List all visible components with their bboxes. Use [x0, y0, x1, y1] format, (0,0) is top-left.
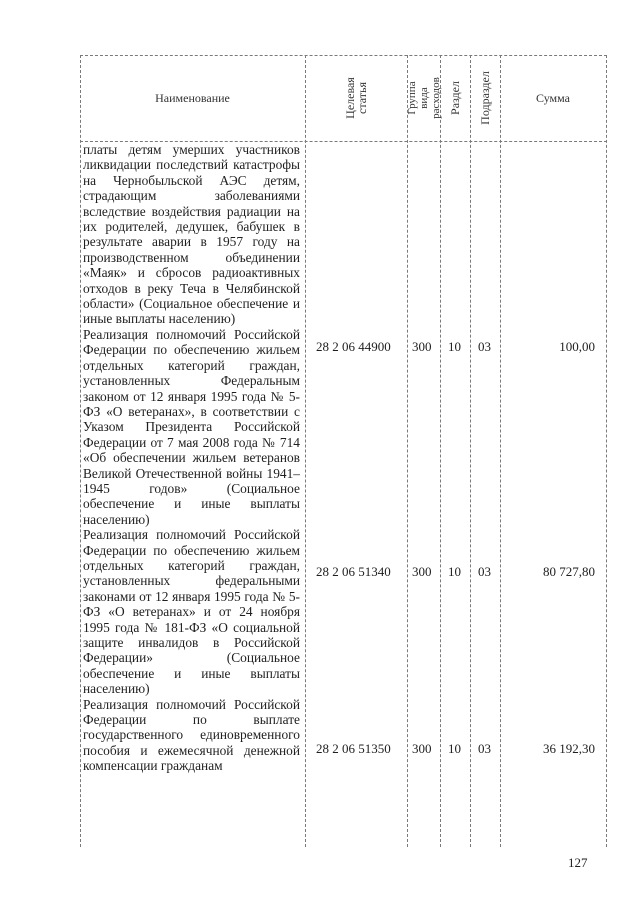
header-article-cell	[305, 55, 407, 141]
header-subsection-cell	[470, 55, 500, 141]
table-row	[80, 339, 607, 355]
header-target-article: Целевая статья	[343, 77, 369, 119]
header-name: Наименование	[155, 90, 230, 105]
header-section-cell	[440, 55, 470, 141]
row-subsection: 03	[478, 339, 491, 354]
header-sum: Сумма	[536, 90, 570, 105]
column-divider	[407, 55, 408, 847]
row-sum: 100,00	[559, 339, 595, 354]
column-divider	[305, 55, 306, 847]
name-column	[83, 142, 300, 774]
row-text: Реализация полномочий Российской Федерации по выплате государственного единовременного пособия и ежемесячной денежной компенсации гражданам	[83, 696, 300, 774]
header-subsection: Подраздел	[478, 71, 493, 125]
column-divider	[500, 55, 501, 847]
row-text: платы детям умерших участников ликвидации последствий катастрофы на Чернобыльской АЭС детям, страдающим заболеваниями вследствие воздействия радиации на их родителей, дедушек, бабушек в результате аварии в 1957 году на производственном объединении «Маяк» и сбросов радиоактивных отходов в реку Теча в Челябинской области» (Социальное обеспечение и иные выплаты населению)	[83, 142, 300, 327]
header-expense-group: Группа вида расходов	[405, 77, 442, 119]
header-sum-cell	[500, 55, 606, 141]
row-code: 28 2 06 51340	[316, 564, 391, 579]
table-border-left	[80, 55, 81, 847]
row-sum: 36 192,30	[543, 741, 595, 756]
row-subsection: 03	[478, 741, 491, 756]
column-divider	[470, 55, 471, 847]
row-text: Реализация полномочий Российской Федерации по обеспечению жильем отдельных категорий граждан, установленных Федеральным законом от 12 января 1995 года № 5-ФЗ «О ветеранах», в соответствии с Указом Президента Российской Федерации от 7 мая 2008 года № 714 «Об обеспечении жильем ветеранов Великой Отечественной войны 1941–1945 годов» (Социальное обеспечение и иные выплаты населению)	[83, 326, 300, 527]
row-group: 300	[412, 339, 432, 354]
row-section: 10	[448, 339, 461, 354]
column-divider	[440, 55, 441, 847]
table-border-right	[606, 55, 607, 847]
row-text: Реализация полномочий Российской Федерации по обеспечению жильем отдельных категорий граждан, установленных федеральными законами от 12 января 1995 года № 5-ФЗ «О ветеранах» и от 24 ноября 1995 года № 181-ФЗ «О социальной защите инвалидов в Российской Федерации» (Социальное обеспечение и иные выплаты населению)	[83, 527, 300, 697]
table-row	[80, 564, 607, 580]
page-number: 127	[568, 855, 588, 870]
row-subsection: 03	[478, 564, 491, 579]
row-code: 28 2 06 44900	[316, 339, 391, 354]
header-section: Раздел	[448, 81, 463, 115]
row-section: 10	[448, 741, 461, 756]
row-group: 300	[412, 564, 432, 579]
budget-table	[80, 55, 607, 847]
header-name-cell	[80, 55, 305, 141]
row-code: 28 2 06 51350	[316, 741, 391, 756]
header-group-cell	[407, 55, 440, 141]
row-group: 300	[412, 741, 432, 756]
row-sum: 80 727,80	[543, 564, 595, 579]
row-section: 10	[448, 564, 461, 579]
table-row	[80, 741, 607, 757]
